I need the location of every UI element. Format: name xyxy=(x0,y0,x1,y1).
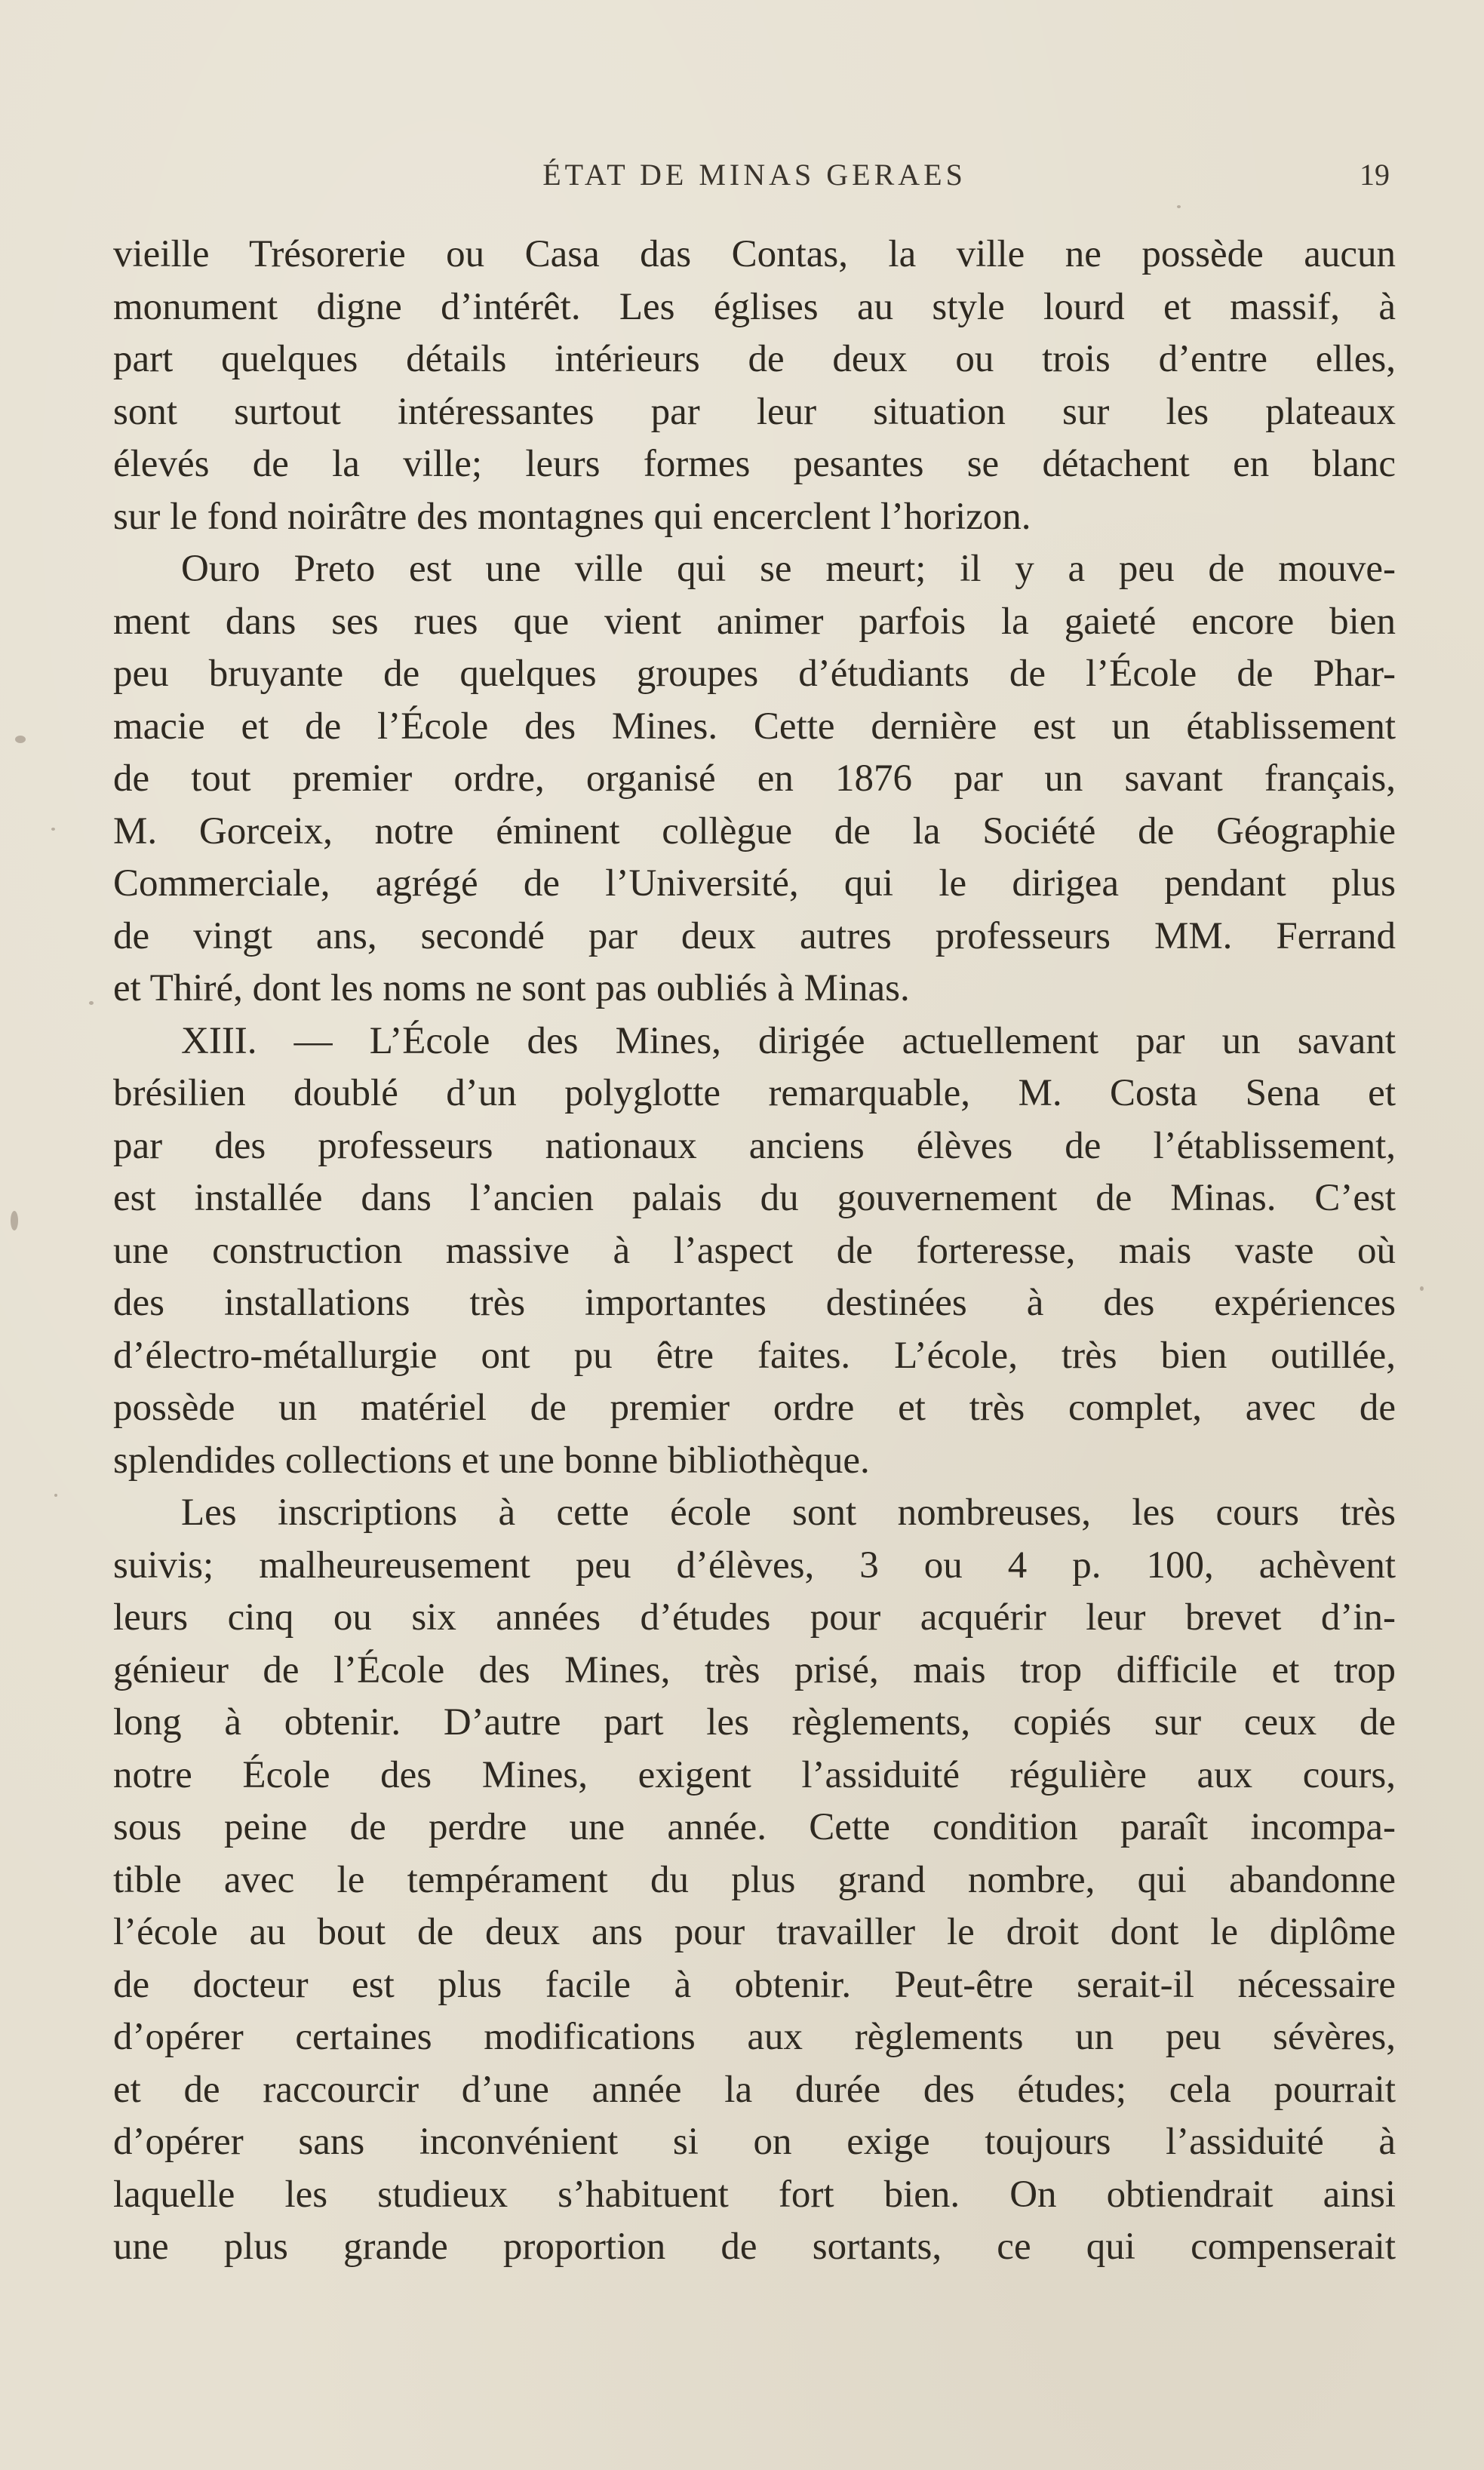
text-line: macie et de l’École des Mines. Cette dernière est un établissement xyxy=(113,705,1396,748)
text-line: peu bruyante de quelques groupes d’étudiants de l’École de Phar- xyxy=(113,653,1396,695)
text-line: tible avec le tempérament du plus grand nombre, qui abandonne xyxy=(113,1858,1396,1901)
text-line: de tout premier ordre, organisé en 1876 par un savant français, xyxy=(113,757,1396,800)
text-line: l’école au bout de deux ans pour travailler le droit dont le diplôme xyxy=(113,1911,1396,1953)
text-line: leurs cinq ou six années d’études pour acquérir leur brevet d’in- xyxy=(113,1596,1396,1639)
text-line: une construction massive à l’aspect de forteresse, mais vaste où xyxy=(113,1229,1396,1272)
text-line: possède un matériel de premier ordre et très complet, avec de xyxy=(113,1387,1396,1429)
paper-speck xyxy=(1177,205,1181,208)
paper-speck xyxy=(89,1001,94,1005)
text-line: vieille Trésorerie ou Casa das Contas, la ville ne possède aucun xyxy=(113,233,1396,275)
text-line: et Thiré, dont les noms ne sont pas oubliés à Minas. xyxy=(113,967,910,1009)
text-line: laquelle les studieux s’habituent fort bien. On obtiendrait ainsi xyxy=(113,2173,1396,2216)
page-number: 19 xyxy=(1360,158,1390,192)
body-text xyxy=(113,229,1396,2274)
text-line: génieur de l’École des Mines, très prisé, mais trop difficile et trop xyxy=(113,1648,1396,1691)
text-line: suivis; malheureusement peu d’élèves, 3 ou 4 p. 100, achèvent xyxy=(113,1544,1396,1587)
paper-speck xyxy=(51,828,55,831)
text-line: de vingt ans, secondé par deux autres professeurs MM. Ferrand xyxy=(113,914,1396,957)
text-line: Ouro Preto est une ville qui se meurt; il y a peu de mouve- xyxy=(181,548,1396,590)
text-line: et de raccourcir d’une année la durée des études; cela pourrait xyxy=(113,2068,1396,2111)
running-header xyxy=(113,157,1396,202)
text-line: ment dans ses rues que vient animer parfois la gaieté encore bien xyxy=(113,600,1396,643)
running-title: ÉTAT DE MINAS GERAES xyxy=(542,158,966,192)
text-line: Commerciale, agrégé de l’Université, qui le dirigea pendant plus xyxy=(113,862,1396,905)
text-line: M. Gorceix, notre éminent collègue de la Société de Géographie xyxy=(113,810,1396,853)
text-line: par des professeurs nationaux anciens élèves de l’établissement, xyxy=(113,1124,1396,1167)
text-line: des installations très importantes destinées à des expériences xyxy=(113,1282,1396,1324)
text-line: d’opérer sans inconvénient si on exige toujours l’assiduité à xyxy=(113,2121,1396,2163)
paper-speck xyxy=(1420,1286,1424,1291)
text-line: est installée dans l’ancien palais du gouvernement de Minas. C’est xyxy=(113,1177,1396,1219)
text-line: notre École des Mines, exigent l’assiduité régulière aux cours, xyxy=(113,1753,1396,1796)
text-line: une plus grande proportion de sortants, ce qui compenserait xyxy=(113,2226,1396,2268)
paper-speck xyxy=(15,736,26,743)
text-line: de docteur est plus facile à obtenir. Peut-être serait-il nécessaire xyxy=(113,1963,1396,2006)
text-line: sur le fond noirâtre des montagnes qui encerclent l’horizon. xyxy=(113,495,1031,538)
text-line: sous peine de perdre une année. Cette condition paraît incompa- xyxy=(113,1806,1396,1848)
text-line: long à obtenir. D’autre part les règlements, copiés sur ceux de xyxy=(113,1701,1396,1743)
section-heading-line: XIII. — L’École des Mines, dirigée actuellement par un savant xyxy=(181,1019,1396,1062)
text-line: part quelques détails intérieurs de deux ou trois d’entre elles, xyxy=(113,338,1396,380)
text-line: monument digne d’intérêt. Les églises au style lourd et massif, à xyxy=(113,285,1396,328)
text-line: Les inscriptions à cette école sont nombreuses, les cours très xyxy=(181,1492,1396,1534)
text-line: splendides collections et une bonne bibliothèque. xyxy=(113,1439,870,1482)
text-line: d’opérer certaines modifications aux règlements un peu sévères, xyxy=(113,2016,1396,2058)
text-line: d’électro-métallurgie ont pu être faites. L’école, très bien outillée, xyxy=(113,1334,1396,1377)
text-line: sont surtout intéressantes par leur situation sur les plateaux xyxy=(113,390,1396,433)
text-line: élevés de la ville; leurs formes pesantes se détachent en blanc xyxy=(113,443,1396,485)
paper-speck xyxy=(54,1494,57,1497)
text-line: brésilien doublé d’un polyglotte remarquable, M. Costa Sena et xyxy=(113,1072,1396,1114)
paper-speck xyxy=(11,1211,18,1230)
